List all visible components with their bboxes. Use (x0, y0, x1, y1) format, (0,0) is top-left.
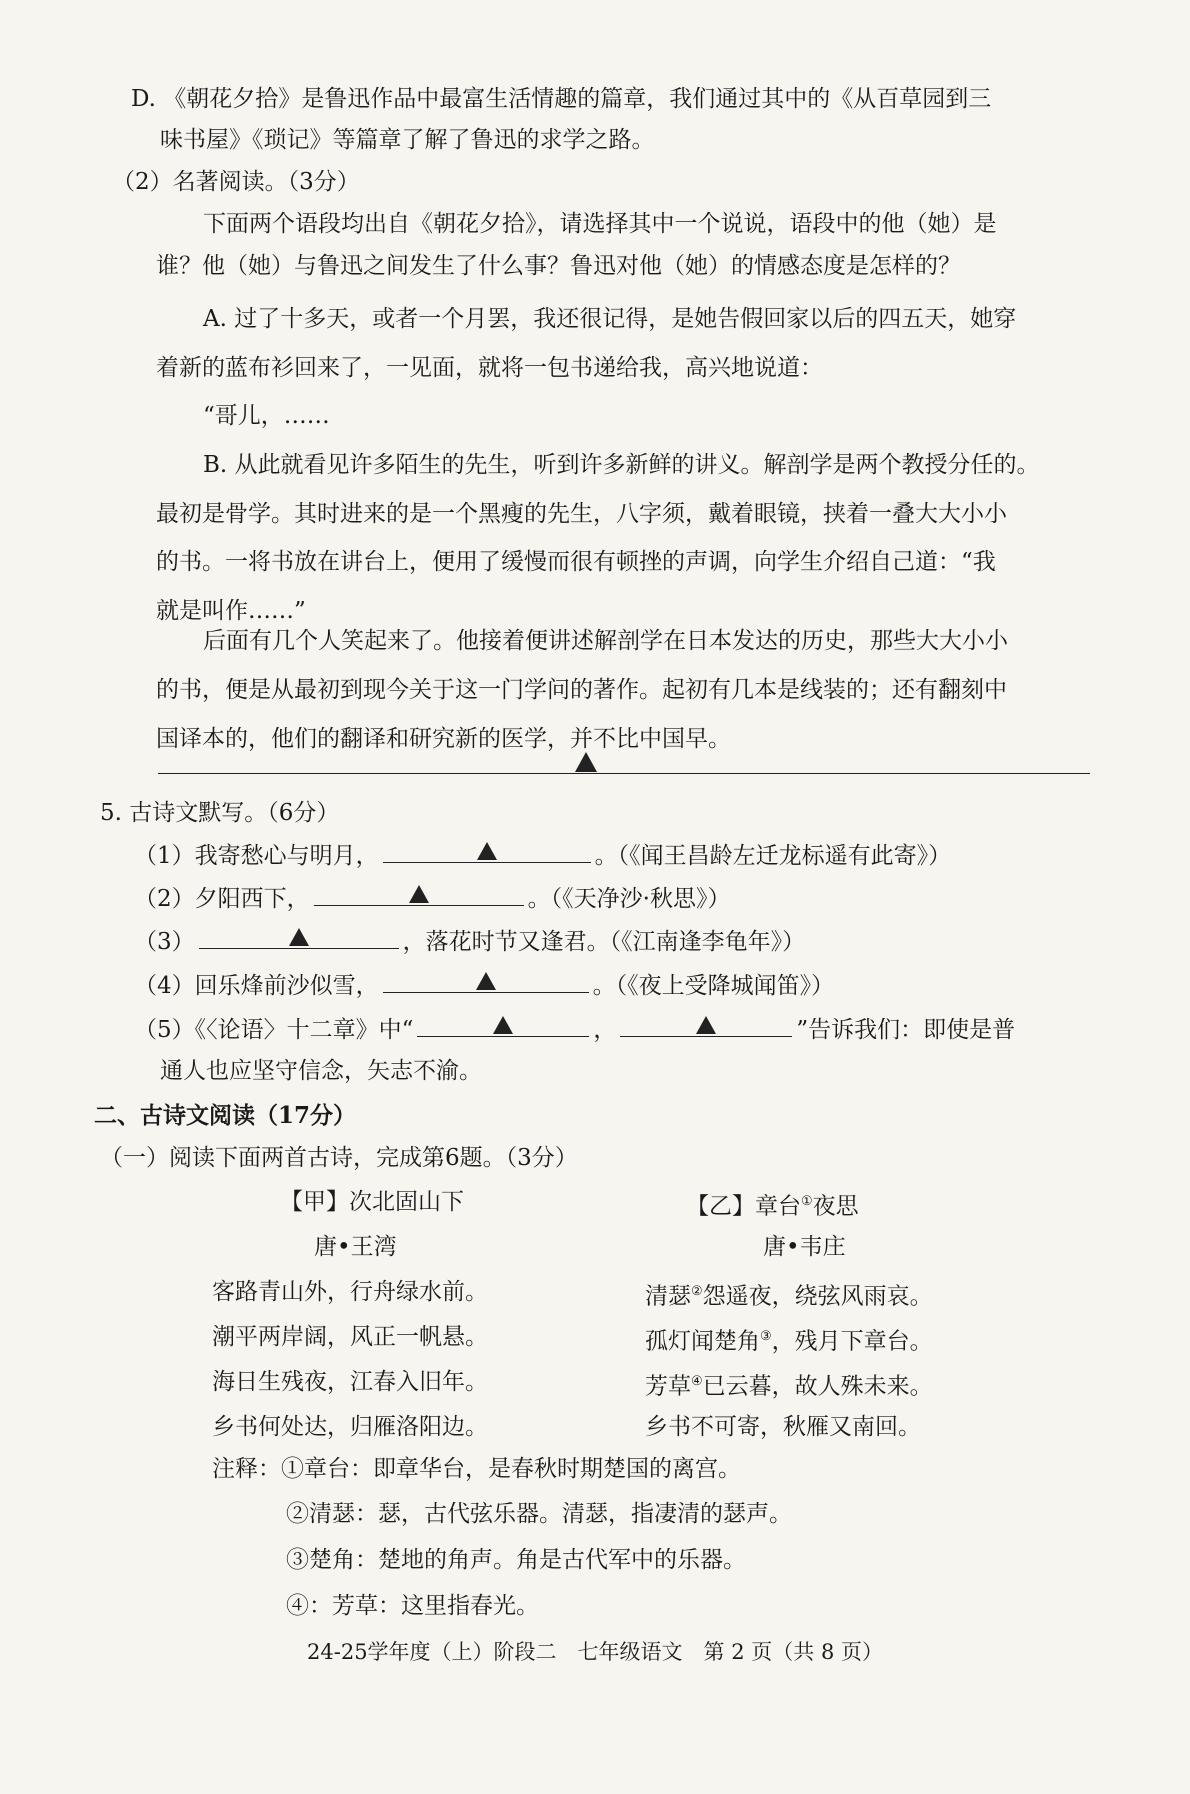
recite-1-suffix: 。（《闻王昌龄左迁龙标遥有此寄》） (594, 843, 952, 869)
recite-1-blank[interactable] (383, 836, 591, 863)
passage-a-line2: 着新的蓝布衫回来了，一见面，就将一包书递给我，高兴地说道： (156, 355, 823, 381)
passage-c-line3: 国译本的，他们的翻译和研究新的医学，并不比中国早。 (156, 726, 731, 752)
poem-b-line (645, 1320, 933, 1359)
recite-5-prefix: （5）《〈论语〉十二章》中“ (134, 1017, 414, 1043)
recite-3-suffix: ，落花时节又逢君。（《江南逢李龟年》） (402, 929, 806, 955)
poem-b-text: 孤灯闻楚角 (645, 1328, 760, 1355)
poem-b-text: ，残月下章台。 (771, 1328, 933, 1355)
note-2: ②清瑟：瑟，古代弦乐器。清瑟，指凄清的瑟声。 (286, 1501, 792, 1527)
footnote-ref-1: ① (801, 1194, 813, 1209)
page-footer: 24-25学年度（上）阶段二 七年级语文 第 2 页（共 8 页） (307, 1640, 883, 1664)
poem-a-line: 客路青山外，行舟绿水前。 (212, 1279, 488, 1305)
question-4-2-heading: （2）名著阅读。（3分） (112, 169, 360, 195)
passage-b-line3: 的书。一将书放在讲台上，便用了缓慢而很有顿挫的声调，向学生介绍自己道：“我 (156, 549, 996, 575)
poem-b-author: 唐•韦庄 (763, 1234, 846, 1260)
passage-b-line4: 就是叫作……” (156, 598, 306, 624)
poem-b-text: 清瑟 (645, 1283, 691, 1310)
blank-marker-icon (696, 1016, 716, 1034)
question-5-heading: 5. 古诗文默写。（6分） (100, 800, 340, 826)
option-d-line1: D. 《朝花夕拾》是鲁迅作品中最富生活情趣的篇章，我们通过其中的《从百草园到三 (131, 86, 992, 112)
note-3: ③楚角：楚地的角声。角是古代军中的乐器。 (286, 1547, 746, 1573)
blank-marker-icon (477, 842, 497, 860)
blank-marker-icon (476, 972, 496, 990)
recite-item-1 (134, 836, 951, 873)
footnote-ref-2: ② (691, 1284, 703, 1299)
section-2-heading: 二、古诗文阅读（17分） (94, 1102, 357, 1129)
blank-marker-icon (493, 1016, 513, 1034)
poem-a-line: 乡书何处达，归雁洛阳边。 (212, 1414, 488, 1440)
passage-b-line2: 最初是骨学。其时进来的是一个黑瘦的先生，八字须，戴着眼镜，挟着一叠大大小小 (156, 501, 1007, 527)
poem-a-line: 潮平两岸阔，风正一帆悬。 (212, 1324, 488, 1350)
footnote-ref-4: ④ (691, 1374, 703, 1389)
passage-c-line1: 后面有几个人笑起来了。他接着便讲述解剖学在日本发达的历史，那些大大小小 (203, 628, 1008, 654)
recite-item-3 (134, 922, 805, 959)
recite-4-prefix: （4）回乐烽前沙似雪， (134, 973, 379, 999)
recite-1-prefix: （1）我寄愁心与明月， (134, 843, 379, 869)
poem-b-line (645, 1275, 933, 1314)
note-1: 注释：①章台：即章华台，是春秋时期楚国的离宫。 (212, 1456, 741, 1482)
recite-5-suffix: ”告诉我们：即使是普 (796, 1017, 1016, 1043)
recite-item-2 (134, 879, 730, 916)
option-d-line2: 味书屋》《琐记》等篇章了解了鲁迅的求学之路。 (160, 127, 655, 153)
prompt-line2: 谁？他（她）与鲁迅之间发生了什么事？鲁迅对他（她）的情感态度是怎样的？ (156, 253, 961, 279)
poem-b-title-pre: 【乙】章台 (686, 1193, 801, 1220)
passage-a-line3: “哥儿，…… (203, 403, 330, 429)
note-4: ④：芳草：这里指春光。 (286, 1593, 539, 1619)
poem-b-title-post: 夜思 (812, 1193, 859, 1220)
passage-a-line1: A. 过了十多天，或者一个月罢，我还很记得，是她告假回家以后的四五天，她穿 (203, 306, 1017, 332)
poem-b-text: 已云暮，故人殊未来。 (702, 1373, 933, 1400)
blank-marker-icon (289, 928, 309, 946)
recite-5-line2: 通人也应坚守信念，矢志不渝。 (160, 1058, 482, 1084)
answer-marker-icon (575, 752, 597, 772)
recite-item-5 (134, 1010, 1015, 1047)
answer-line[interactable] (158, 773, 1090, 774)
recite-3-blank[interactable] (199, 922, 399, 949)
poem-b-line: 乡书不可寄，秋雁又南回。 (645, 1414, 921, 1440)
recite-5-blank-a[interactable] (417, 1010, 589, 1037)
poem-a-line: 海日生残夜，江春入旧年。 (212, 1369, 488, 1395)
recite-2-blank[interactable] (314, 879, 524, 906)
section-2-sub: （一）阅读下面两首古诗，完成第6题。（3分） (100, 1145, 578, 1171)
recite-4-suffix: 。（《夜上受降城闻笛》） (592, 973, 835, 999)
poem-b-text: 芳草 (645, 1373, 691, 1400)
recite-2-suffix: 。（《天净沙·秋思》） (527, 886, 731, 912)
recite-4-blank[interactable] (383, 966, 589, 993)
passage-b-line1: B. 从此就看见许多陌生的先生，听到许多新鲜的讲义。解剖学是两个教授分任的。 (203, 452, 1040, 478)
poem-b-text: 怨遥夜，绕弦风雨哀。 (702, 1283, 933, 1310)
poem-b-title (686, 1185, 859, 1224)
poem-a-author: 唐•王湾 (314, 1234, 397, 1260)
poem-b-line (645, 1365, 933, 1404)
recite-2-prefix: （2）夕阳西下， (134, 886, 310, 912)
poem-a-title: 【甲】次北固山下 (280, 1189, 464, 1215)
passage-c-line2: 的书，便是从最初到现今关于这一门学问的著作。起初有几本是线装的；还有翻刻中 (156, 677, 1007, 703)
recite-item-4 (134, 966, 834, 1003)
recite-3-prefix: （3） (134, 929, 195, 955)
blank-marker-icon (409, 885, 429, 903)
footnote-ref-3: ③ (760, 1329, 772, 1344)
recite-5-comma: ， (593, 1017, 617, 1043)
prompt-line1: 下面两个语段均出自《朝花夕拾》，请选择其中一个说说，语段中的他（她）是 (203, 211, 997, 237)
recite-5-blank-b[interactable] (620, 1010, 792, 1037)
